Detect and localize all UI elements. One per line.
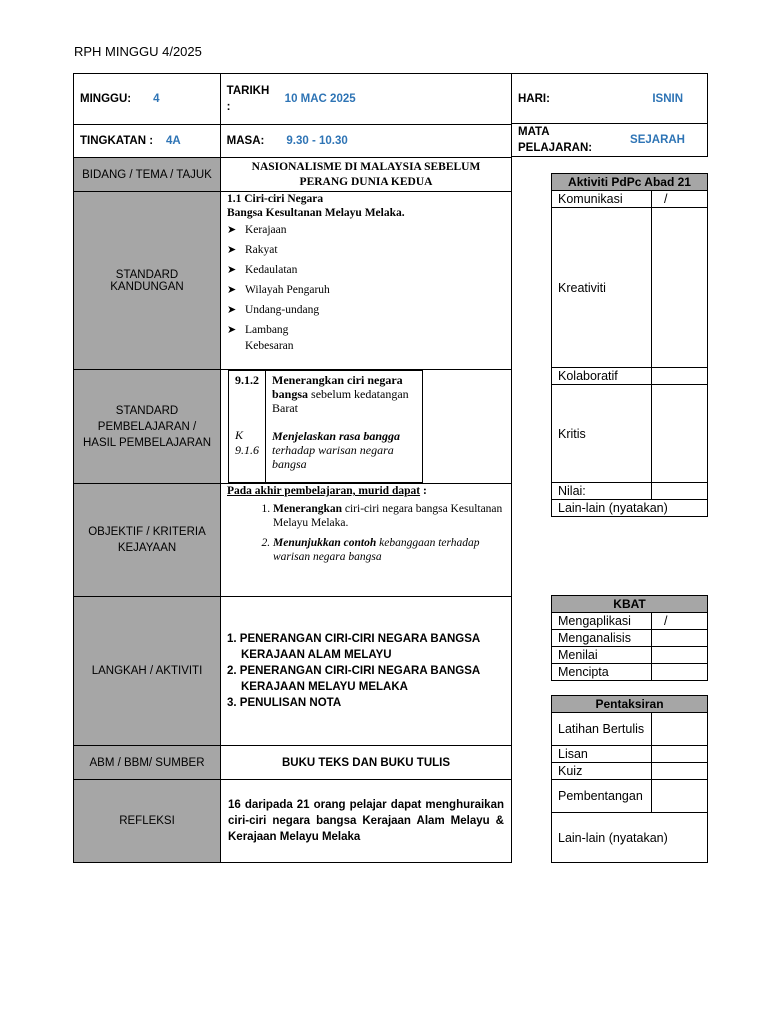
latihan-bertulis-label: Latihan Bertulis xyxy=(552,713,652,746)
sp-code-2: 9.1.6 xyxy=(235,443,259,457)
komunikasi-checkmark: / xyxy=(652,191,708,208)
tingkatan-value: 4A xyxy=(166,135,181,147)
sk-heading-2: Bangsa Kesultanan Melayu Melaka. xyxy=(227,207,405,219)
list-item: ➤ Kerajaan xyxy=(227,224,287,236)
menganalisis-mark xyxy=(652,630,708,647)
step-2-sub: KERAJAAN MELAYU MELAKA xyxy=(241,681,408,693)
step-2: 2. PENERANGAN CIRI-CIRI NEGARA BANGSA xyxy=(227,665,481,677)
masa-cell xyxy=(221,125,511,157)
aktiviti-table xyxy=(551,173,708,517)
menilai-label: Menilai xyxy=(552,647,652,664)
kritis-mark xyxy=(652,385,708,483)
nilai-label: Nilai: xyxy=(552,483,652,500)
bidang-value: NASIONALISME DI MALAYSIA SEBELUM PERANG DUNIA KEDUA xyxy=(221,158,512,192)
sp-inner-table xyxy=(228,370,423,483)
objektif-label-cell: OBJEKTIF / KRITERIA KEJAYAAN xyxy=(74,484,221,597)
list-item: ➤ Rakyat xyxy=(227,244,278,256)
list-item: ➤ Kedaulatan xyxy=(227,264,298,276)
sp-code-1: 9.1.2 xyxy=(235,373,259,387)
kuiz-mark xyxy=(652,763,708,780)
document-title: RPH MINGGU 4/2025 xyxy=(74,44,202,59)
pembentangan-mark xyxy=(652,780,708,813)
lisan-mark xyxy=(652,746,708,763)
list-item: 1. Menerangkan ciri-ciri negara bangsa Kesultanan Melayu Melaka. xyxy=(273,502,505,530)
bidang-label-cell: BIDANG / TEMA / TAJUK xyxy=(74,158,221,192)
objektif-list xyxy=(227,502,505,564)
arrow-bullet-icon: ➤ xyxy=(227,264,237,276)
lisan-label: Lisan xyxy=(552,746,652,763)
step-1-sub: KERAJAAN ALAM MELAYU xyxy=(241,649,392,661)
standard-kandungan-label-cell: STANDARD KANDUNGAN xyxy=(74,192,221,370)
langkah-label-cell: LANGKAH / AKTIVITI xyxy=(74,597,221,746)
kolaboratif-mark xyxy=(652,368,708,385)
sp-texts xyxy=(266,371,423,483)
standard-pembelajaran-label-cell: STANDARD PEMBELAJARAN / HASIL PEMBELAJARAN xyxy=(74,370,221,484)
sp-text-2: Menjelaskan rasa bangga terhadap warisan negara bangsa xyxy=(272,429,401,471)
tarikh-cell xyxy=(221,74,511,124)
kbat-table xyxy=(551,595,708,681)
mencipta-label: Mencipta xyxy=(552,664,652,681)
kreativiti-label: Kreativiti xyxy=(552,208,652,368)
arrow-bullet-icon: ➤ xyxy=(227,304,237,316)
kolaboratif-label: Kolaboratif xyxy=(552,368,652,385)
minggu-cell xyxy=(74,74,221,124)
latihan-bertulis-mark xyxy=(652,713,708,746)
step-1: 1. PENERANGAN CIRI-CIRI NEGARA BANGSA xyxy=(227,633,481,645)
sp-codes xyxy=(229,371,266,483)
mengaplikasi-checkmark: / xyxy=(652,613,708,630)
minggu-value: 4 xyxy=(153,93,160,105)
kuiz-label: Kuiz xyxy=(552,763,652,780)
pentaksiran-table xyxy=(551,695,708,863)
tingkatan-cell xyxy=(74,125,221,157)
mengaplikasi-label: Mengaplikasi xyxy=(552,613,652,630)
list-item: ➤ Wilayah Pengaruh xyxy=(227,284,330,296)
sp-text-1: Menerangkan ciri negara bangsa sebelum kedatangan Barat xyxy=(272,373,409,415)
masa-label: MASA: xyxy=(226,135,265,147)
kbat-title: KBAT xyxy=(552,596,708,613)
tarikh-value: 10 MAC 2025 xyxy=(284,93,356,105)
standard-pembelajaran-content xyxy=(221,370,512,484)
menilai-mark xyxy=(652,647,708,664)
sk-list xyxy=(227,222,505,354)
pentaksiran-title: Pentaksiran xyxy=(552,696,708,713)
tarikh-label: TARIKH : xyxy=(226,85,270,113)
hari-value: ISNIN xyxy=(652,92,683,105)
arrow-bullet-icon: ➤ xyxy=(227,244,237,256)
objektif-content xyxy=(221,484,512,597)
step-3: 3. PENULISAN NOTA xyxy=(227,697,342,709)
mata-pelajaran-value: SEJARAH xyxy=(630,134,685,146)
aktiviti-lain-label: Lain-lain (nyatakan) xyxy=(552,500,708,517)
abm-value: BUKU TEKS DAN BUKU TULIS xyxy=(221,746,512,780)
menganalisis-label: Menganalisis xyxy=(552,630,652,647)
hari-label: HARI: xyxy=(518,92,550,105)
arrow-bullet-icon: ➤ xyxy=(227,324,237,336)
arrow-bullet-icon: ➤ xyxy=(227,224,237,236)
sk-heading-1: 1.1 Ciri-ciri Negara xyxy=(227,193,324,205)
pembentangan-label: Pembentangan xyxy=(552,780,652,813)
kritis-label: Kritis xyxy=(552,385,652,483)
pentaksiran-lain-label: Lain-lain (nyatakan) xyxy=(552,813,708,863)
list-item: ➤ Lambang Kebesaran xyxy=(227,324,294,352)
mata-pelajaran-cell xyxy=(511,123,708,157)
lesson-plan-table xyxy=(73,73,512,863)
sp-code-k: K xyxy=(235,428,244,442)
langkah-content xyxy=(221,597,512,746)
kreativiti-mark xyxy=(652,208,708,368)
list-item: 2. Menunjukkan contoh kebanggaan terhadap warisan negara bangsa xyxy=(273,536,505,564)
objektif-intro: Pada akhir pembelajaran, murid dapat : xyxy=(227,485,427,497)
refleksi-label-cell: REFLEKSI xyxy=(74,780,221,863)
mencipta-mark xyxy=(652,664,708,681)
nilai-mark xyxy=(652,483,708,500)
minggu-label: MINGGU: xyxy=(80,93,132,105)
aktiviti-title: Aktiviti PdPc Abad 21 xyxy=(552,174,708,191)
list-item: ➤ Undang-undang xyxy=(227,304,320,316)
standard-kandungan-content xyxy=(221,192,512,370)
refleksi-value: 16 daripada 21 orang pelajar dapat menghuraikan ciri-ciri negara bangsa Kerajaan Alam Melayu & Kerajaan Melayu Melaka xyxy=(221,780,512,863)
arrow-bullet-icon: ➤ xyxy=(227,284,237,296)
abm-label-cell: ABM / BBM/ SUMBER xyxy=(74,746,221,780)
tingkatan-label: TINGKATAN : xyxy=(80,134,154,147)
masa-value: 9.30 - 10.30 xyxy=(286,135,348,147)
mata-pelajaran-label: MATA PELAJARAN: xyxy=(518,126,593,154)
hari-cell xyxy=(511,73,708,124)
komunikasi-label: Komunikasi xyxy=(552,191,652,208)
